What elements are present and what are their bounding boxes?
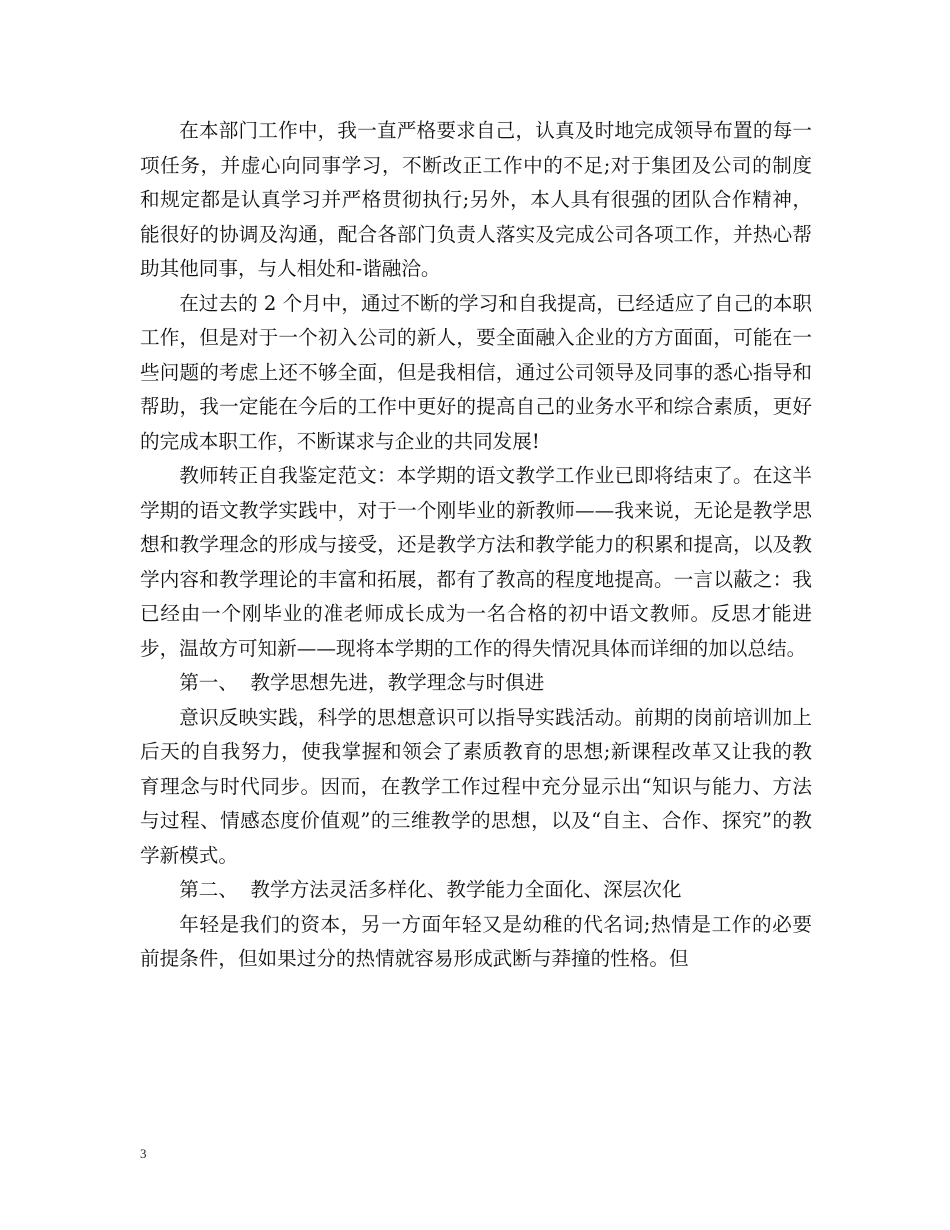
heading-section-one: 第一、 教学思想先进，教学理念与时俱进 <box>179 671 545 694</box>
paragraph-section-two: 年轻是我们的资本，另一方面年轻又是幼稚的代名词;热情是工作的必要前提条件，但如果过分的热情就容易形成武断与莽撞的性格。但 <box>140 912 812 970</box>
paragraph-two-months-summary: 在过去的 2 个月中，通过不断的学习和自我提高，已经适应了自己的本职工作，但是对于一个初入公司的新人，要全面融入企业的方方面面，可能在一些问题的考虑上还不够全面，但是我相信，通过公司领导及同事的悉心指导和帮助，我一定能在今后的工作中更好的提高自己的业务水平和综合素质，更好的完成本职工作，不断谋求与企业的共同发展! <box>140 291 812 453</box>
paragraph-section-one: 意识反映实践，科学的思想意识可以指导实践活动。前期的岗前培训加上后天的自我努力，使我掌握和领会了素质教育的思想;新课程改革又让我的教育理念与时代同步。因而，在教学工作过程中充分显示出“知识与能力、方法与过程、情感态度价值观”的三维教学的思想，以及“自主、合作、探究”的教学新模式。 <box>140 705 812 867</box>
heading-section-two: 第二、 教学方法灵活多样化、教学能力全面化、深层次化 <box>179 878 682 901</box>
paragraph-work-attitude: 在本部门工作中，我一直严格要求自己，认真及时地完成领导布置的每一项任务，并虚心向同事学习，不断改正工作中的不足;对于集团及公司的制度和规定都是认真学习并严格贯彻执行;另外，本人具有很强的团队合作精神，能很好的协调及沟通，配合各部门负责人落实及完成公司各项工作，并热心帮助其他同事，与人相处和-谐融洽。 <box>140 119 812 280</box>
document-body <box>140 114 812 977</box>
paragraph-teacher-self-appraisal: 教师转正自我鉴定范文：本学期的语文教学工作业已即将结束了。在这半学期的语文教学实践中，对于一个刚毕业的新教师——我来说，无论是教学思想和教学理念的形成与接受，还是教学方法和教学能力的积累和提高，以及教学内容和教学理论的丰富和拓展，都有了教高的程度地提高。一言以蔽之：我已经由一个刚毕业的准老师成长成为一名合格的初中语文教师。反思才能进步，温故方可知新——现将本学期的工作的得失情况具体而详细的加以总结。 <box>140 464 812 660</box>
page-number: 3 <box>140 1146 147 1161</box>
